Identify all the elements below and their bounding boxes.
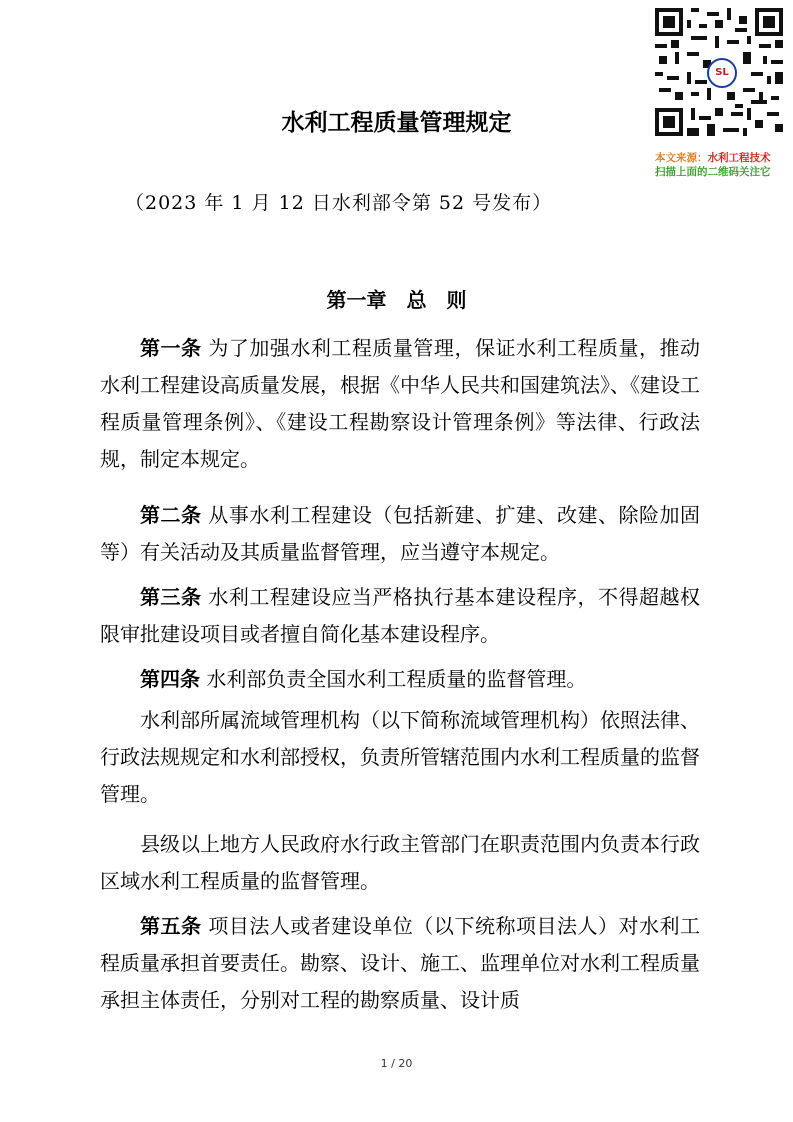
- article-4-paragraph-3: [100, 826, 700, 900]
- watermark-source-prefix: 本文来源：: [655, 152, 708, 164]
- article-1: [100, 330, 700, 478]
- watermark-scan-hint: 扫描上面的二维码关注它: [655, 166, 771, 178]
- article-2: [100, 497, 700, 571]
- article-4-paragraph-2: [100, 702, 700, 813]
- article-text: 水利工程建设应当严格执行基本建设程序，不得超越权限审批建设项目或者擅自简化基本建设程序。: [100, 585, 700, 646]
- qr-center-logo: SL: [707, 58, 737, 88]
- article-text: 项目法人或者建设单位（以下统称项目法人）对水利工程质量承担首要责任。勘察、设计、施工、监理单位对水利工程质量承担主体责任，分别对工程的勘察质量、设计质: [100, 914, 700, 1012]
- article-label: 第二条: [140, 503, 202, 527]
- publication-line: （2023 年 1 月 12 日水利部令第 52 号发布）: [125, 192, 553, 214]
- paragraph-text: 水利部所属流域管理机构（以下简称流域管理机构）依照法律、行政法规规定和水利部授权，负责所管辖范围内水利工程质量的监督管理。: [100, 708, 700, 806]
- document-title: 水利工程质量管理规定: [281, 110, 512, 136]
- watermark-source: [655, 150, 771, 165]
- article-label: 第四条: [140, 667, 200, 691]
- page-number: 1 / 20: [380, 1057, 413, 1070]
- article-text: 从事水利工程建设（包括新建、扩建、改建、除险加固等）有关活动及其质量监督管理，应当遵守本规定。: [100, 503, 700, 564]
- watermark-source-name: 水利工程技术: [707, 152, 771, 164]
- chapter-heading: 第一章 总 则: [326, 288, 467, 312]
- article-5: [100, 908, 700, 1019]
- article-text: 水利部负责全国水利工程质量的监督管理。: [200, 667, 587, 691]
- article-label: 第一条: [140, 336, 202, 360]
- article-3: [100, 579, 700, 653]
- article-label: 第五条: [140, 914, 202, 938]
- paragraph-text: 县级以上地方人民政府水行政主管部门在职责范围内负责本行政区域水利工程质量的监督管理。: [100, 832, 700, 893]
- article-text: 为了加强水利工程质量管理，保证水利工程质量，推动水利工程建设高质量发展，根据《中华人民共和国建筑法》、《建设工程质量管理条例》、《建设工程勘察设计管理条例》等法律、行政法规，制定本规定。: [100, 336, 700, 471]
- article-4: [100, 661, 700, 698]
- article-label: 第三条: [140, 585, 202, 609]
